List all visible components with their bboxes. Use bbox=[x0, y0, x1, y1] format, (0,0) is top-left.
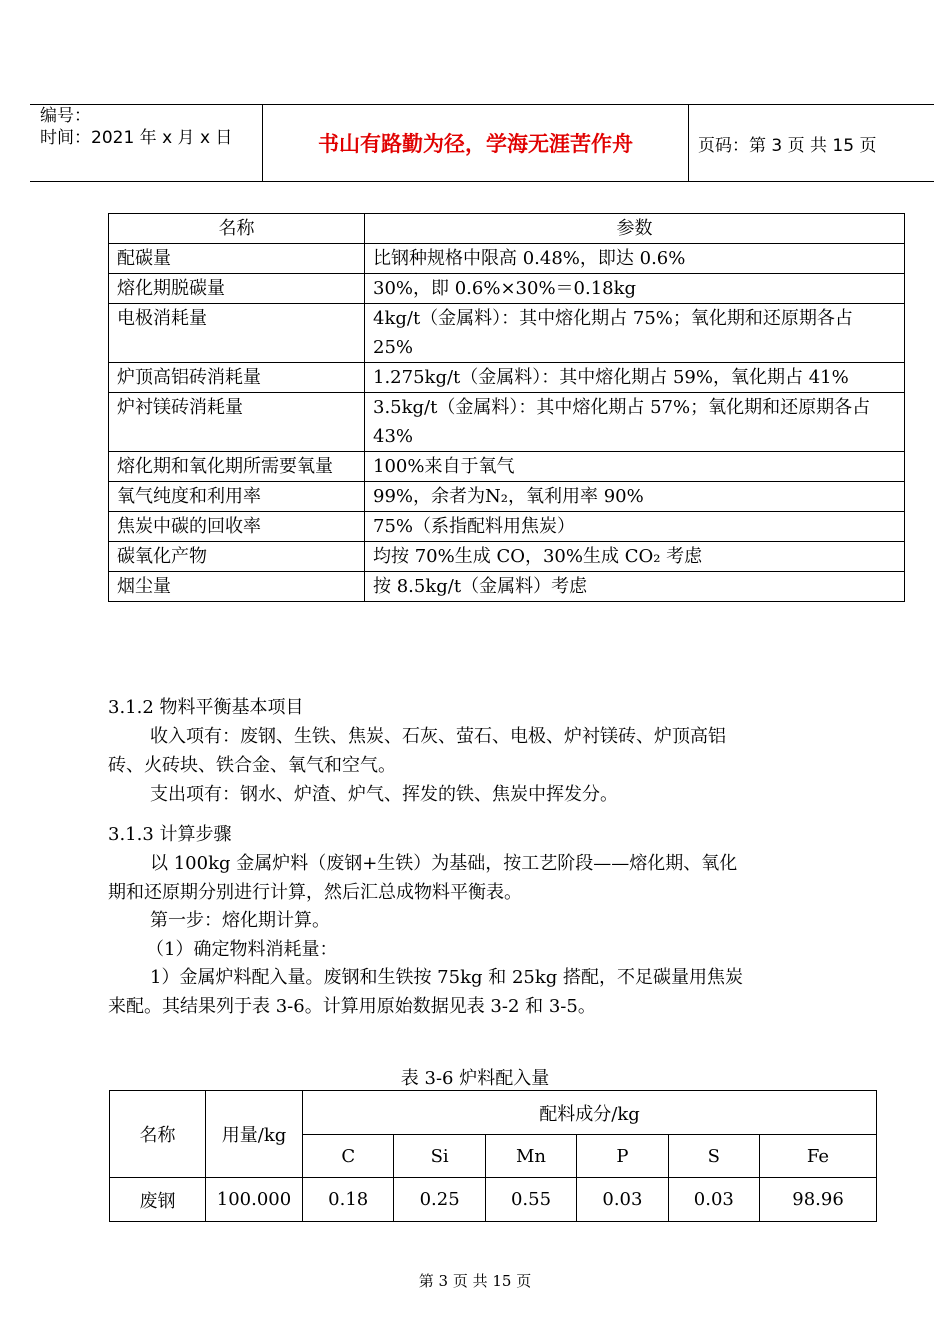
element-header: Mn bbox=[485, 1135, 576, 1178]
row-value: 98.96 bbox=[760, 1178, 877, 1222]
param-name: 焦炭中碳的回收率 bbox=[109, 512, 365, 542]
col-amount: 用量/kg bbox=[206, 1091, 303, 1178]
header-meta bbox=[30, 105, 263, 181]
parameters-table bbox=[108, 213, 905, 602]
sub-heading-1: （1）确定物料消耗量： bbox=[146, 939, 338, 960]
section-heading-313: 3.1.3 计算步骤 bbox=[108, 824, 232, 845]
paragraph-line-1: 以 100kg 金属炉料（废钢+生铁）为基础，按工艺阶段——熔化期、氧化 bbox=[150, 853, 738, 874]
param-value: 4kg/t（金属料）：其中熔化期占 75%；氧化期和还原期各占 25% bbox=[365, 304, 905, 363]
param-value: 均按 70%生成 CO，30%生成 CO₂ 考虑 bbox=[365, 542, 905, 572]
element-header: Fe bbox=[760, 1135, 877, 1178]
income-line-1: 收入项有：废钢、生铁、焦炭、石灰、萤石、电极、炉衬镁砖、炉顶高铝 bbox=[150, 726, 726, 747]
table-caption: 表 3-6 炉料配入量 bbox=[400, 1068, 550, 1089]
page-header bbox=[30, 104, 934, 182]
header-param: 参数 bbox=[365, 214, 905, 244]
row-name: 废钢 bbox=[110, 1178, 206, 1222]
item-line-1: 1）金属炉料配入量。废钢和生铁按 75kg 和 25kg 搭配，不足碳量用焦炭 bbox=[150, 967, 744, 988]
col-composition: 配料成分/kg bbox=[303, 1091, 877, 1135]
param-name: 炉衬镁砖消耗量 bbox=[109, 393, 365, 452]
table-header-row bbox=[110, 1091, 877, 1135]
param-name: 熔化期和氧化期所需要氧量 bbox=[109, 452, 365, 482]
table-row bbox=[109, 542, 905, 572]
header-motto: 书山有路勤为径，学海无涯苦作舟 bbox=[263, 105, 689, 181]
table-row bbox=[109, 482, 905, 512]
row-value: 0.18 bbox=[303, 1178, 394, 1222]
param-value: 75%（系指配料用焦炭） bbox=[365, 512, 905, 542]
row-value: 0.25 bbox=[394, 1178, 485, 1222]
row-value: 0.03 bbox=[668, 1178, 759, 1222]
time-label: 时间：2021 年 x 月 x 日 bbox=[40, 128, 233, 148]
row-value: 0.55 bbox=[485, 1178, 576, 1222]
param-value: 按 8.5kg/t（金属料）考虑 bbox=[365, 572, 905, 602]
param-name: 烟尘量 bbox=[109, 572, 365, 602]
param-name: 氧气纯度和利用率 bbox=[109, 482, 365, 512]
param-name: 炉顶高铝砖消耗量 bbox=[109, 363, 365, 393]
step-one: 第一步：熔化期计算。 bbox=[150, 910, 330, 931]
expense-line: 支出项有：钢水、炉渣、炉气、挥发的铁、焦炭中挥发分。 bbox=[150, 784, 618, 805]
param-value: 30%，即 0.6%×30%＝0.18kg bbox=[365, 274, 905, 304]
table-row bbox=[109, 572, 905, 602]
table-header-row bbox=[109, 214, 905, 244]
col-name: 名称 bbox=[110, 1091, 206, 1178]
table-row bbox=[109, 393, 905, 452]
param-value: 1.275kg/t（金属料）：其中熔化期占 59%，氧化期占 41% bbox=[365, 363, 905, 393]
element-header: P bbox=[577, 1135, 668, 1178]
element-header: S bbox=[668, 1135, 759, 1178]
charge-table bbox=[109, 1090, 877, 1222]
param-value: 3.5kg/t（金属料）：其中熔化期占 57%；氧化期和还原期各占 43% bbox=[365, 393, 905, 452]
element-header: Si bbox=[394, 1135, 485, 1178]
param-name: 熔化期脱碳量 bbox=[109, 274, 365, 304]
param-name: 碳氧化产物 bbox=[109, 542, 365, 572]
element-header: C bbox=[303, 1135, 394, 1178]
table-row bbox=[109, 304, 905, 363]
row-amount: 100.000 bbox=[206, 1178, 303, 1222]
income-line-2: 砖、火砖块、铁合金、氧气和空气。 bbox=[108, 755, 396, 776]
paragraph-line-2: 期和还原期分别进行计算，然后汇总成物料平衡表。 bbox=[108, 882, 522, 903]
param-value: 比钢种规格中限高 0.48%，即达 0.6% bbox=[365, 244, 905, 274]
serial-label: 编号： bbox=[40, 106, 91, 126]
item-line-2: 来配。其结果列于表 3-6。计算用原始数据见表 3-2 和 3-5。 bbox=[108, 996, 596, 1017]
param-value: 99%，余者为N₂，氧利用率 90% bbox=[365, 482, 905, 512]
param-value: 100%来自于氧气 bbox=[365, 452, 905, 482]
table-row bbox=[109, 363, 905, 393]
header-page-info: 页码：第 3 页 共 15 页 bbox=[698, 135, 877, 156]
table-row bbox=[109, 244, 905, 274]
row-value: 0.03 bbox=[577, 1178, 668, 1222]
table-row bbox=[110, 1178, 877, 1222]
param-name: 配碳量 bbox=[109, 244, 365, 274]
page-footer: 第 3 页 共 15 页 bbox=[418, 1272, 532, 1290]
section-heading-312: 3.1.2 物料平衡基本项目 bbox=[108, 697, 304, 718]
table-row bbox=[109, 512, 905, 542]
table-row bbox=[109, 452, 905, 482]
param-name: 电极消耗量 bbox=[109, 304, 365, 363]
table-row bbox=[109, 274, 905, 304]
header-name: 名称 bbox=[109, 214, 365, 244]
